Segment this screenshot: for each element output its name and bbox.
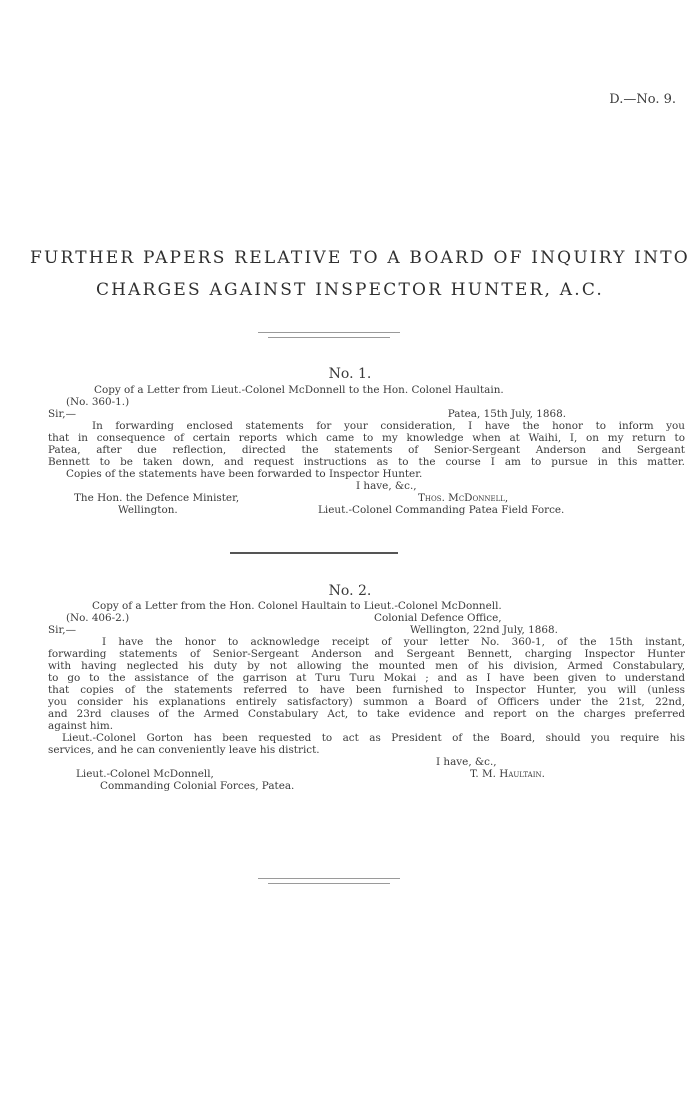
letter-2-office: Colonial Defence Office, bbox=[374, 612, 502, 624]
letter-2-addressee: Lieut.-Colonel McDonnell, bbox=[76, 768, 214, 780]
letter-1-place-date: Patea, 15th July, 1868. bbox=[447, 408, 566, 420]
letter-2-signature: T. M. Haultain. bbox=[470, 768, 545, 780]
letter-1-heading: No. 1. bbox=[328, 366, 372, 382]
letter-1-body-line: Bennett to be taken down, and request instructions as to the course I am to pursue in this matter. bbox=[48, 456, 685, 468]
end-divider-lower bbox=[268, 883, 390, 884]
letter-1-body-line: Copies of the statements have been forwarded to Inspector Hunter. bbox=[66, 468, 423, 480]
letter-1-signature-title: Lieut.-Colonel Commanding Patea Field Force. bbox=[318, 504, 565, 516]
letter-2-body-line: to go to the assistance of the garrison at Turu Turu Mokai ; and as I have been given to understand bbox=[48, 672, 685, 684]
title-divider-lower bbox=[268, 337, 390, 338]
document-title-line-2: CHARGES AGAINST INSPECTOR HUNTER, A.C. bbox=[95, 280, 605, 300]
letter-2-addressee-command: Commanding Colonial Forces, Patea. bbox=[100, 780, 295, 792]
letter-1-addressee: The Hon. the Defence Minister, bbox=[74, 492, 240, 504]
letter-1-salutation: Sir,— bbox=[48, 408, 76, 420]
letter-2-body-line: Lieut.-Colonel Gorton has been requested to act as President of the Board, should you require his bbox=[62, 732, 685, 744]
letter-2-body-line: against him. bbox=[48, 720, 114, 732]
letter-1-closing: I have, &c., bbox=[356, 480, 417, 492]
letter-2-body-line: you consider his explanations entirely satisfactory) summon a Board of Officers under the 21st, 22nd, bbox=[48, 696, 685, 708]
letter-1-addressee-city: Wellington. bbox=[118, 504, 178, 516]
document-reference: D.—No. 9. bbox=[609, 92, 676, 107]
letter-2-body-line: and 23rd clauses of the Armed Constabulary Act, to take evidence and report on the charges preferred bbox=[48, 708, 685, 720]
letter-2-closing: I have, &c., bbox=[436, 756, 497, 768]
letter-1-body-line: In forwarding enclosed statements for your consideration, I have the honor to inform you bbox=[92, 420, 685, 432]
letter-2-heading: No. 2. bbox=[328, 583, 372, 599]
letter-1-body-line: Patea, after due reflection, directed the statements of Senior-Sergeant Anderson and Sergeant bbox=[48, 444, 685, 456]
letter-1-signature: Thos. McDonnell, bbox=[418, 492, 509, 504]
letter-2-place-date: Wellington, 22nd July, 1868. bbox=[410, 624, 558, 636]
letter-2-body-line: that copies of the statements referred to have been furnished to Inspector Hunter, you will (unless bbox=[48, 684, 685, 696]
letter-divider bbox=[230, 552, 398, 554]
letter-1-number: (No. 360-1.) bbox=[66, 396, 130, 408]
letter-2-salutation: Sir,— bbox=[48, 624, 76, 636]
letter-2-body-line: I have the honor to acknowledge receipt of your letter No. 360-1, of the 15th instant, bbox=[102, 636, 685, 648]
letter-2-body-line: services, and he can conveniently leave his district. bbox=[48, 744, 320, 756]
letter-1-caption: Copy of a Letter from Lieut.-Colonel McDonnell to the Hon. Colonel Haultain. bbox=[94, 384, 504, 396]
letter-2-caption: Copy of a Letter from the Hon. Colonel Haultain to Lieut.-Colonel McDonnell. bbox=[92, 600, 502, 612]
end-divider bbox=[258, 878, 400, 879]
document-title-line-1: FURTHER PAPERS RELATIVE TO A BOARD OF INQUIRY INTO bbox=[30, 248, 690, 268]
letter-1-body-line: that in consequence of certain reports which came to my knowledge when at Waihi, I, on my return to bbox=[48, 432, 685, 444]
letter-2-body-line: forwarding statements of Senior-Sergeant Anderson and Sergeant Bennett, charging Inspector Hunter bbox=[48, 648, 685, 660]
letter-2-number: (No. 406-2.) bbox=[66, 612, 130, 624]
title-divider bbox=[258, 332, 400, 333]
letter-2-body-line: with having neglected his duty by not allowing the mounted men of his division, Armed Constabulary, bbox=[48, 660, 685, 672]
